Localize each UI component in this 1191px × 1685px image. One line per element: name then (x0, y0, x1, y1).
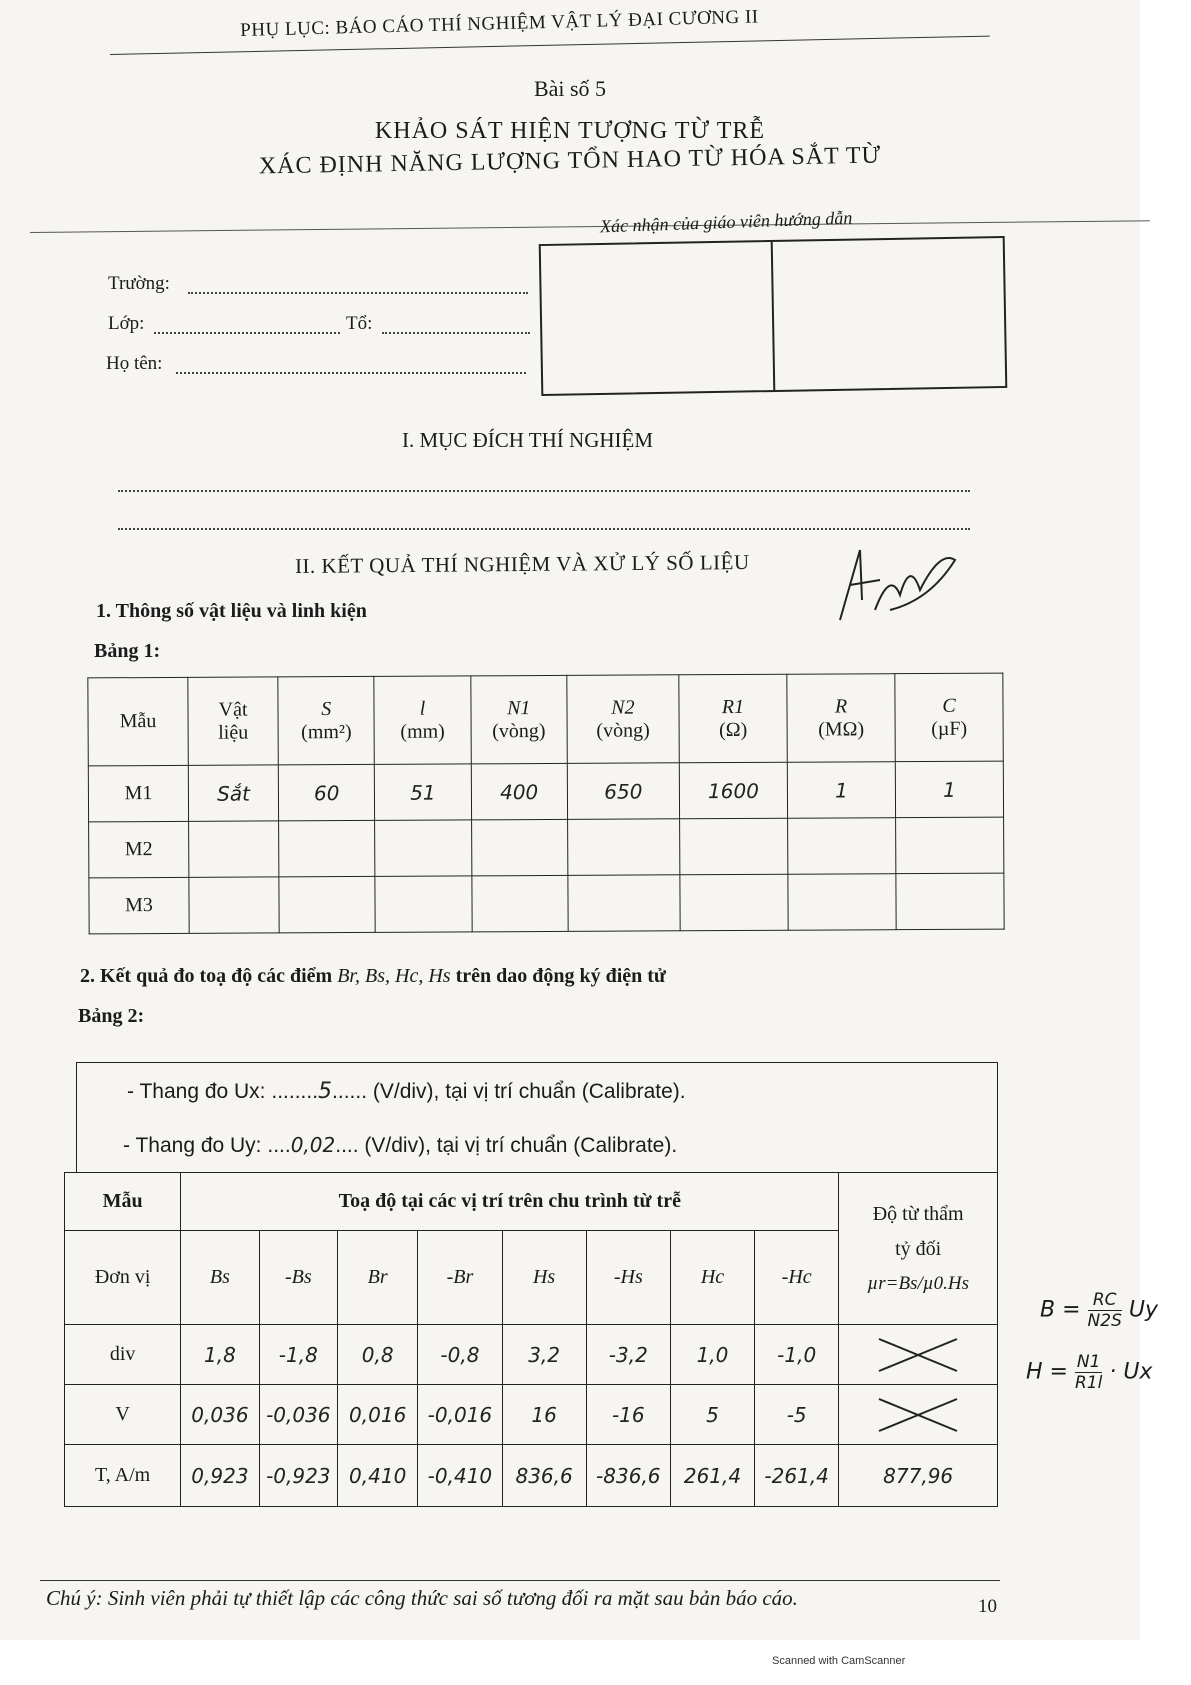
confirm-label: Xác nhận của giáo viên hướng dẫn (599, 207, 853, 237)
cross-out-icon (873, 1393, 963, 1437)
t2-unit-label: Đơn vị (65, 1231, 181, 1325)
t2-unit: Hc (670, 1231, 754, 1325)
t2-cell[interactable]: -0,923 (259, 1445, 338, 1507)
table2 (64, 1172, 998, 1507)
t2-cell[interactable]: 1,0 (670, 1325, 754, 1385)
sub1-title: 1. Thông số vật liệu và linh kiện (96, 600, 367, 622)
lesson-number: Bài số 5 (533, 76, 607, 101)
t2-cell[interactable]: 0,8 (338, 1325, 418, 1385)
school-label: Trường: (108, 273, 170, 294)
t2-row-label: div (65, 1325, 181, 1385)
page-number: 10 (978, 1596, 997, 1617)
sub2-vars: Br, Bs, Hc, Hs (337, 965, 451, 987)
scanner-watermark: Scanned with CamScanner (772, 1655, 906, 1667)
t2-crossed-cell (839, 1325, 998, 1385)
t1-cell[interactable] (189, 821, 279, 877)
t1-row-m3 (89, 873, 1004, 934)
class-label: Lớp: (108, 313, 145, 334)
t2-cell[interactable]: -261,4 (755, 1445, 839, 1507)
t1-cell[interactable]: 60 (278, 764, 375, 821)
t1-row-m1 (88, 761, 1003, 822)
title-line2: XÁC ĐỊNH NĂNG LƯỢNG TỔN HAO TỪ HÓA SẮT TỪ (258, 142, 882, 180)
scale-y: - Thang đo Uy: ....0,02.... (V/div), tại vị trí chuẩn (Calibrate). (123, 1133, 678, 1157)
class-field[interactable] (154, 332, 340, 334)
t1-cell[interactable] (680, 874, 788, 931)
t2-cell[interactable]: 16 (502, 1385, 586, 1445)
t2-row-div (65, 1325, 998, 1385)
t2-cell[interactable]: -836,6 (586, 1445, 670, 1507)
t1-header-R1: R1 (Ω) (679, 674, 788, 763)
t1-header-N1: N1 (vòng) (470, 675, 567, 764)
t1-header-C: C (µF) (895, 673, 1003, 762)
t1-cell[interactable]: 400 (471, 763, 568, 820)
t2-cell[interactable]: -5 (755, 1385, 839, 1445)
t2-unit: Hs (502, 1231, 586, 1325)
section1-title: I. MỤC ĐÍCH THÍ NGHIỆM (402, 428, 654, 452)
scale-box (76, 1062, 998, 1173)
t2-row-t (65, 1445, 998, 1507)
t2-header-perm: Độ từ thẩm tỷ đối µr=Bs/µ0.Hs (839, 1173, 998, 1325)
t2-cell[interactable]: 877,96 (839, 1445, 998, 1507)
t2-unit: Br (338, 1231, 418, 1325)
t2-cell[interactable]: 836,6 (502, 1445, 586, 1507)
t1-cell[interactable] (788, 874, 896, 931)
signature-scribble (820, 540, 960, 630)
table2-label: Bảng 2: (78, 1005, 145, 1027)
t2-cell[interactable]: 1,8 (181, 1325, 259, 1385)
t1-cell[interactable]: 1 (787, 762, 895, 819)
t1-cell[interactable] (568, 875, 680, 932)
t2-cell[interactable]: 0,410 (338, 1445, 418, 1507)
t1-header-N2: N2 (vòng) (567, 675, 680, 764)
table1 (87, 673, 1004, 935)
t1-cell[interactable] (567, 819, 679, 876)
footer-note: Chú ý: Sinh viên phải tự thiết lập các công thức sai số tương đối ra mặt sau bản báo cáo. (46, 1586, 798, 1610)
cross-out-icon (873, 1333, 963, 1377)
t2-unit: -Hs (586, 1231, 670, 1325)
t2-cell[interactable]: 261,4 (670, 1445, 754, 1507)
t2-cell[interactable]: -0,016 (418, 1385, 502, 1445)
t1-cell[interactable] (375, 820, 471, 877)
t1-cell[interactable] (896, 817, 1004, 874)
t1-cell[interactable] (788, 818, 896, 875)
t2-row-v (65, 1385, 998, 1445)
t2-cell[interactable]: -16 (586, 1385, 670, 1445)
t2-cell[interactable]: 0,923 (181, 1445, 259, 1507)
t2-unit: Bs (181, 1231, 259, 1325)
t1-header-R: R (MΩ) (787, 674, 895, 763)
t2-row-label: T, A/m (65, 1445, 181, 1507)
signature-box (539, 236, 1008, 396)
t2-cell[interactable]: -1,0 (755, 1325, 839, 1385)
formula-B: B = $\frac{RC}{N2S}$ Uy (1040, 1290, 1158, 1331)
footer-rule (40, 1580, 1000, 1581)
t2-cell[interactable]: -0,410 (418, 1445, 502, 1507)
t2-cell[interactable]: -1,8 (259, 1325, 338, 1385)
t2-cell[interactable]: 3,2 (502, 1325, 586, 1385)
t2-cell[interactable]: 0,016 (338, 1385, 418, 1445)
section2-title: II. KẾT QUẢ THÍ NGHIỆM VÀ XỬ LÝ SỐ LIỆU (294, 550, 750, 578)
t1-cell: M2 (89, 821, 189, 878)
sub2-title: 2. Kết quả đo toạ độ các điểm Br, Bs, Hc, Hs trên dao động ký điện tử (80, 965, 666, 987)
t1-cell[interactable]: 51 (375, 764, 471, 821)
divider-line (30, 220, 1150, 233)
name-label: Họ tên: (106, 353, 163, 374)
appendix-header: PHỤ LỤC: BÁO CÁO THÍ NGHIỆM VẬT LÝ ĐẠI CƯƠNG II (240, 6, 759, 41)
t1-cell[interactable]: 1 (895, 761, 1003, 818)
t1-header-material: Vật liệu (188, 677, 279, 765)
t1-cell[interactable] (471, 819, 568, 876)
signature-box-divider (771, 242, 776, 390)
scale-x: - Thang đo Ux: ........5...... (V/div), tại vị trí chuẩn (Calibrate). (127, 1079, 686, 1104)
t1-cell[interactable] (189, 877, 279, 933)
t2-unit: -Bs (259, 1231, 338, 1325)
t1-cell[interactable] (279, 876, 376, 933)
purpose-line-1[interactable] (118, 490, 970, 492)
t2-unit: -Br (418, 1231, 502, 1325)
t1-cell[interactable]: 650 (567, 763, 679, 820)
t2-cell[interactable]: 5 (670, 1385, 754, 1445)
t1-cell[interactable] (680, 818, 788, 875)
title-line1: KHẢO SÁT HIỆN TƯỢNG TỪ TRỄ (374, 118, 766, 144)
school-field[interactable] (188, 292, 528, 294)
t2-unit: -Hc (755, 1231, 839, 1325)
t1-cell[interactable] (375, 876, 471, 933)
t1-cell: M3 (89, 877, 189, 934)
t1-cell[interactable] (471, 875, 568, 932)
t1-cell[interactable] (279, 820, 376, 877)
t2-cell[interactable]: -0,8 (418, 1325, 502, 1385)
t1-row-m2 (89, 817, 1004, 878)
t1-cell[interactable]: 1600 (679, 762, 787, 819)
t2-cell[interactable]: -0,036 (259, 1385, 338, 1445)
t1-cell: M1 (88, 765, 188, 822)
group-field[interactable] (382, 332, 530, 334)
t2-crossed-cell (839, 1385, 998, 1445)
table1-label: Bảng 1: (94, 640, 161, 662)
t1-cell[interactable]: Sắt (188, 765, 278, 821)
t2-header-coords: Toạ độ tại các vị trí trên chu trình từ trễ (181, 1173, 839, 1231)
t2-row-label: V (65, 1385, 181, 1445)
purpose-line-2[interactable] (118, 528, 970, 530)
t2-cell[interactable]: -3,2 (586, 1325, 670, 1385)
t1-header-sample: Mẫu (88, 677, 188, 766)
t1-header-l: l (mm) (374, 676, 471, 765)
t1-cell[interactable] (896, 873, 1004, 930)
formula-H: H = $\frac{N1}{R1l}$ · Ux (1026, 1352, 1153, 1393)
t2-cell[interactable]: 0,036 (181, 1385, 259, 1445)
t2-header-sample: Mẫu (65, 1173, 181, 1231)
name-field[interactable] (176, 372, 526, 374)
group-label: Tổ: (346, 313, 373, 334)
t1-header-S: S (mm²) (278, 676, 375, 765)
